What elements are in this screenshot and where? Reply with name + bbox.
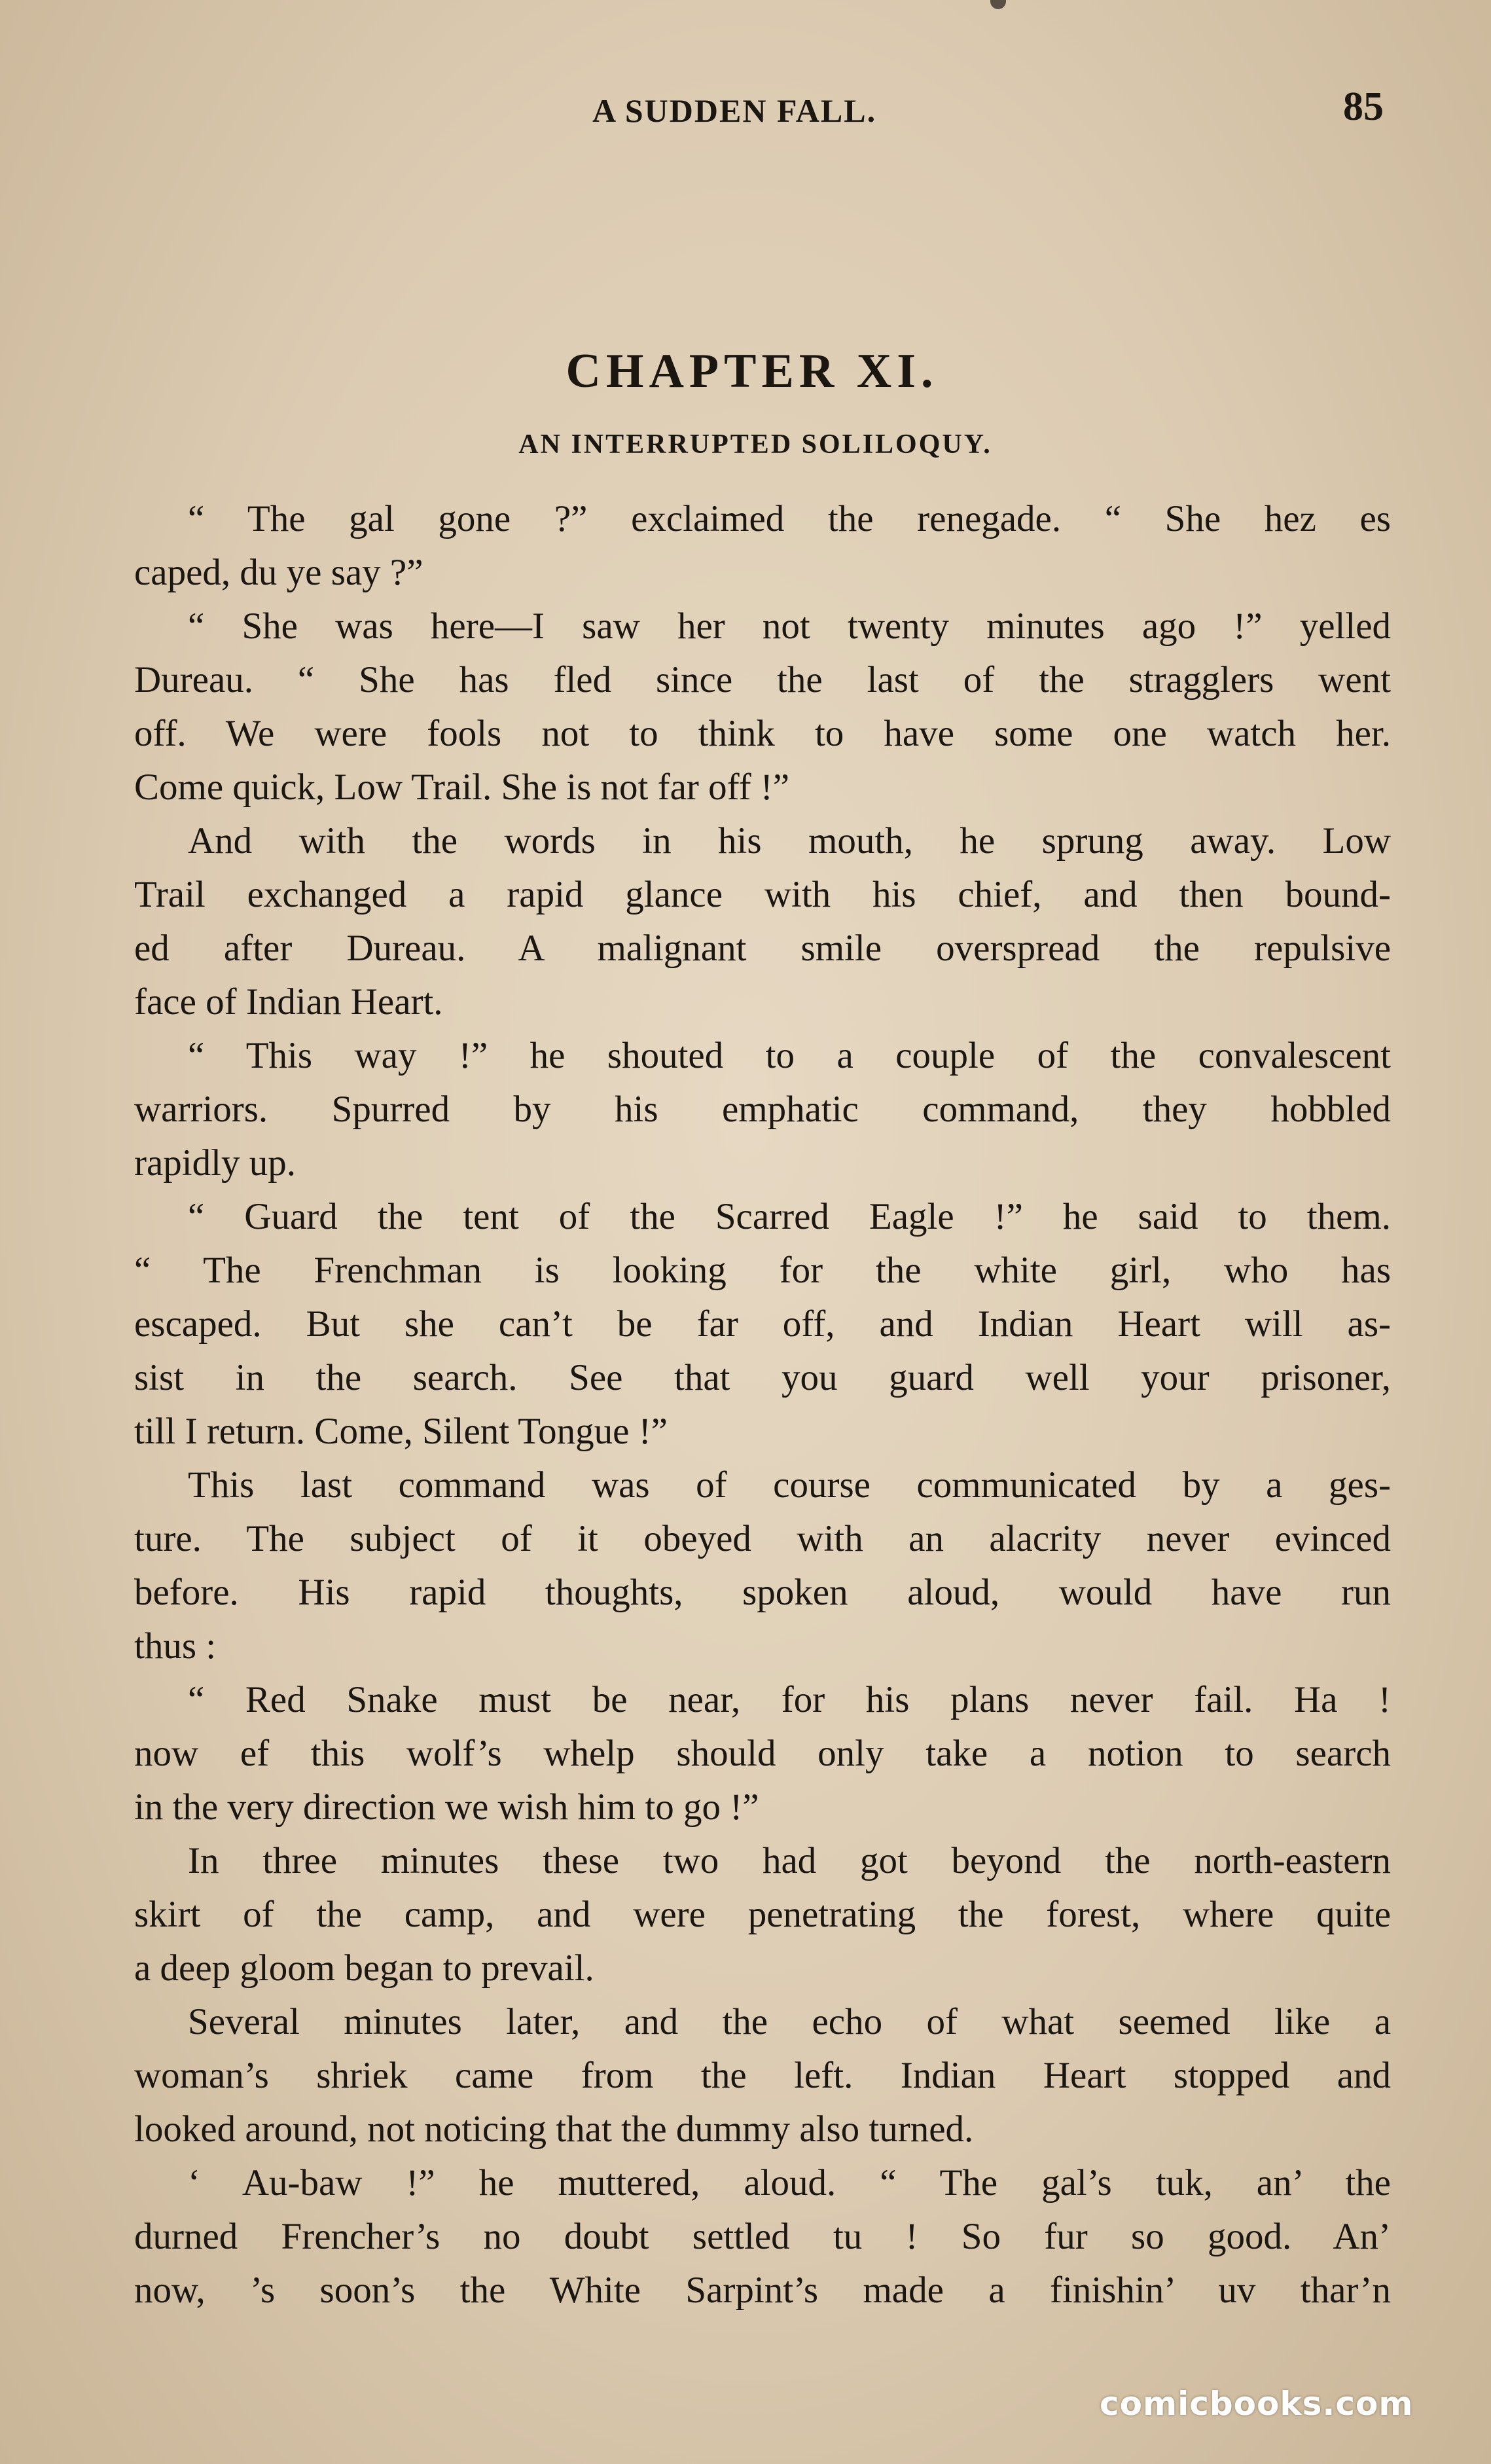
text-line: ture. The subject of it obeyed with an alacrity never evinced	[134, 1518, 1391, 1559]
text-line: “ Red Snake must be near, for his plans never fail. Ha !	[188, 1679, 1391, 1720]
text-line: looked around, not noticing that the dummy also turned.	[134, 2109, 974, 2150]
text-line: “ She was here—I saw her not twenty minutes ago !” yelled	[188, 606, 1391, 647]
watermark: comicbooks.com	[1100, 2385, 1414, 2423]
running-head	[0, 84, 1491, 136]
text-line: off. We were fools not to think to have some one watch her.	[134, 713, 1391, 754]
text-line: rapidly up.	[134, 1142, 296, 1184]
text-line: This last command was of course communicated by a ges-	[188, 1464, 1391, 1506]
text-line: caped, du ye say ?”	[134, 552, 423, 593]
text-line: Dureau. “ She has fled since the last of the stragglers went	[134, 659, 1391, 700]
text-line: face of Indian Heart.	[134, 981, 443, 1023]
ink-speck	[990, 0, 1006, 9]
text-line: now, ’s soon’s the White Sarpint’s made a finishin’ uv thar’n	[134, 2270, 1391, 2311]
chapter-subtitle: AN INTERRUPTED SOLILOQUY.	[518, 429, 992, 460]
text-line: skirt of the camp, and were penetrating the forest, where quite	[134, 1894, 1391, 1935]
body-text	[134, 492, 1391, 2317]
text-line: ‘ Au-baw !” he muttered, aloud. “ The gal’s tuk, an’ the	[188, 2162, 1391, 2203]
text-line: before. His rapid thoughts, spoken aloud, would have run	[134, 1572, 1391, 1613]
text-line: In three minutes these two had got beyond the north-eastern	[188, 1840, 1391, 1881]
text-line: a deep gloom began to prevail.	[134, 1948, 594, 1989]
text-line: escaped. But she can’t be far off, and Indian Heart will as-	[134, 1303, 1391, 1345]
text-line: till I return. Come, Silent Tongue !”	[134, 1411, 668, 1452]
chapter-title: CHAPTER XI.	[566, 344, 939, 398]
text-line: “ The gal gone ?” exclaimed the renegade. “ She hez es	[188, 498, 1391, 539]
text-line: in the very direction we wish him to go !”	[134, 1786, 759, 1828]
page-number: 85	[1343, 84, 1384, 129]
text-line: sist in the search. See that you guard well your prisoner,	[134, 1357, 1391, 1398]
text-line: Trail exchanged a rapid glance with his chief, and then bound-	[134, 874, 1391, 915]
running-title: A SUDDEN FALL.	[592, 92, 877, 129]
text-line: Several minutes later, and the echo of what seemed like a	[188, 2001, 1391, 2042]
text-line: “ This way !” he shouted to a couple of the convalescent	[188, 1035, 1391, 1076]
text-line: Come quick, Low Trail. She is not far off !”	[134, 767, 790, 808]
text-line: warriors. Spurred by his emphatic command, they hobbled	[134, 1089, 1391, 1130]
text-line: “ The Frenchman is looking for the white girl, who has	[134, 1250, 1391, 1291]
text-line: woman’s shriek came from the left. Indian Heart stopped and	[134, 2055, 1391, 2096]
text-line: now ef this wolf’s whelp should only take a notion to search	[134, 1733, 1391, 1774]
text-line: durned Frencher’s no doubt settled tu ! So fur so good. An’	[134, 2216, 1391, 2257]
text-line: ed after Dureau. A malignant smile overspread the repulsive	[134, 928, 1391, 969]
text-line: thus :	[134, 1625, 217, 1667]
text-line: And with the words in his mouth, he sprung away. Low	[188, 820, 1391, 861]
text-line: “ Guard the tent of the Scarred Eagle !” he said to them.	[188, 1196, 1391, 1237]
